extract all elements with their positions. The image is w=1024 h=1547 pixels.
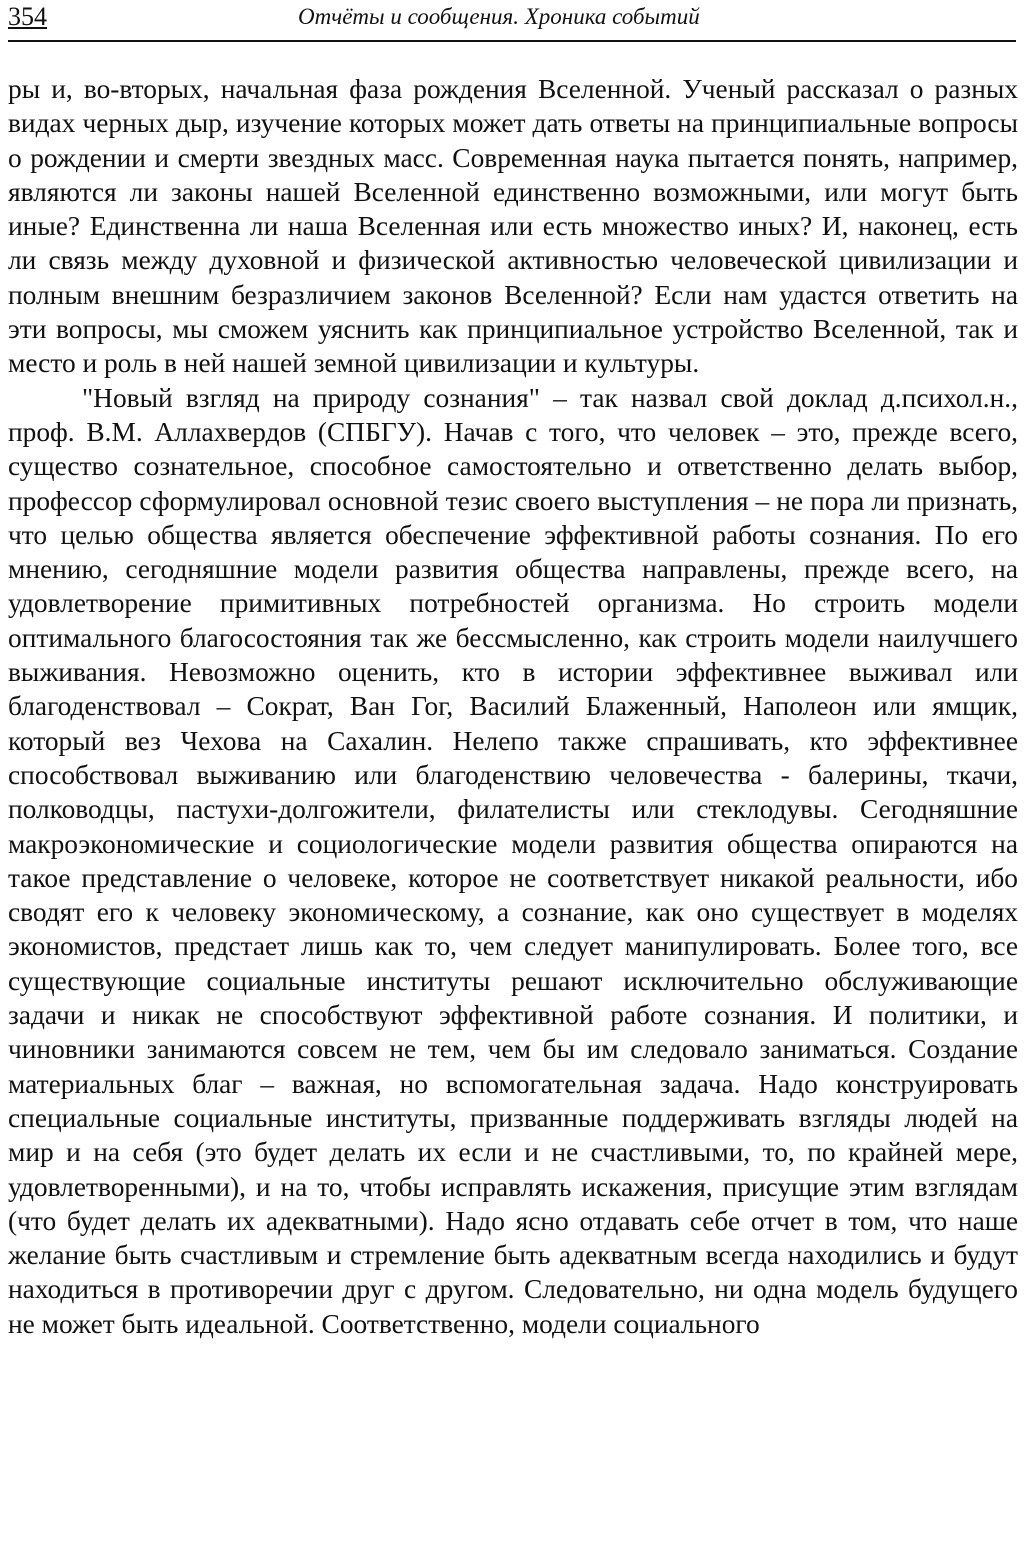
- paragraph-continuation: ры и, во-вторых, начальная фаза рождения Вселенной. Ученый рассказал о разных видах черных дыр, изучение которых может дать ответы на принципиальные вопросы о рождении и смерти звездных масс. Современная наука пытается понять, например, являются ли законы нашей Вселенной единственно возможными, или могут быть иные? Единственна ли наша Вселенная или есть множество иных? И, наконец, есть ли связь между духовной и физической активностью человеческой цивилизации и полным внешним безразличием законов Вселенной? Если нам удастся ответить на эти вопросы, мы сможем уяснить как принципиальное устройство Вселенной, так и место и роль в ней нашей земной цивилизации и культуры.: [8, 74, 1018, 379]
- paragraph-report-allakhverdov: "Новый взгляд на природу сознания" – так назвал свой доклад д.психол.н., проф. В.М. Аллахвердов (СПБГУ). Начав с того, что человек – это, прежде всего, существо сознательное, способное самостоятельно и ответственно делать выбор, профессор сформулировал основной тезис своего выступления – не пора ли признать, что целью общества является обеспечение эффективной работы сознания. По его мнению, сегодняшние модели развития общества направлены, прежде всего, на удовлетворение примитивных потребностей организма. Но строить модели оптимального благосостояния так же бессмысленно, как строить модели наилучшего выживания. Невозможно оценить, кто в истории эффективнее выживал или благоденствовал – Сократ, Ван Гог, Василий Блаженный, Наполеон или ямщик, который вез Чехова на Сахалин. Нелепо также спрашивать, кто эффективнее способствовал выживанию или благоденствию человечества - балерины, ткачи, полководцы, пастухи-долгожители, филателисты или стеклодувы. Сегодняшние макроэкономические и социологические модели развития общества опираются на такое представление о человеке, которое не соответствует никакой реальности, ибо сводят его к человеку экономическому, а сознание, как оно существует в моделях экономистов, предстает лишь как то, чем следует манипулировать. Более того, все существующие социальные институты решают исключительно обслуживающие задачи и никак не способствуют эффективной работе сознания. И политики, и чиновники занимаются совсем не тем, чем бы им следовало заниматься. Создание материальных благ – важная, но вспомогательная задача. Надо конструировать специальные социальные институты, призванные поддерживать взгляды людей на мир и на себя (это будет делать их если и не счастливыми, то, по крайней мере, удовлетворенными), и на то, чтобы исправлять искажения, присущие этим взглядам (что будет делать их адекватными). Надо ясно отдавать себе отчет в том, что наше желание быть счастливым и стремление быть адекватным всегда находились и будут находиться в противоречии друг с другом. Следовательно, ни одна модель будущего не может быть идеальной. Соответственно, модели социального: [8, 382, 1018, 1339]
- page-number: 354: [8, 2, 47, 31]
- body-text: [8, 72, 1018, 1341]
- section-title: Отчёты и сообщения. Хроника событий: [298, 4, 700, 29]
- running-header: [8, 0, 1016, 42]
